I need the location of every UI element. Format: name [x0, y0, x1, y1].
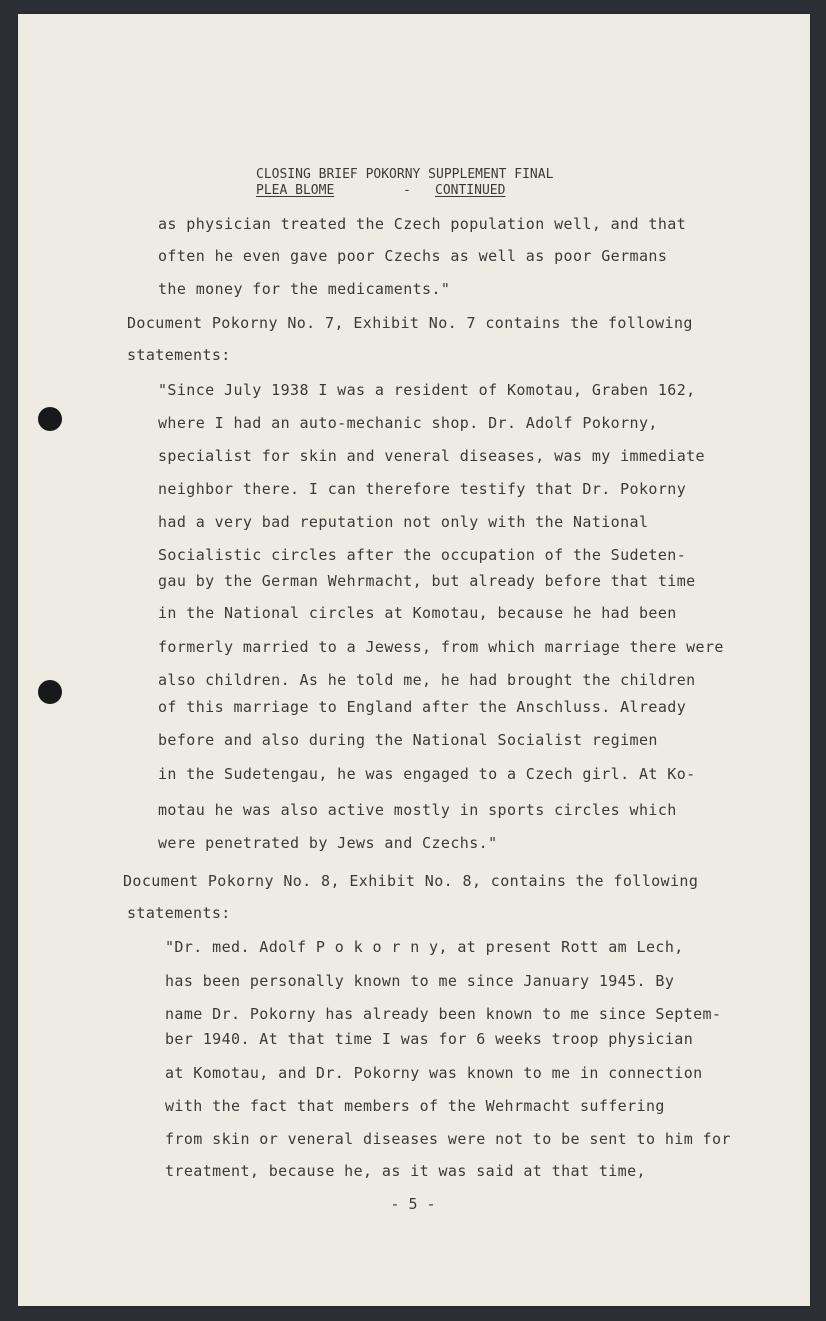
header-continued: CONTINUED [435, 183, 506, 198]
text-line: also children. As he told me, he had brought the children [158, 671, 696, 689]
text-line: gau by the German Wehrmacht, but already before that time [158, 572, 696, 590]
text-line: statements: [127, 904, 231, 922]
header-separator: - [403, 183, 411, 198]
text-line: had a very bad reputation not only with the National [158, 513, 649, 531]
text-line: in the Sudetengau, he was engaged to a Czech girl. At Ko- [158, 765, 696, 783]
text-line: "Since July 1938 I was a resident of Komotau, Graben 162, [158, 381, 696, 399]
text-line: motau he was also active mostly in sports circles which [158, 801, 677, 819]
text-line: Document Pokorny No. 8, Exhibit No. 8, contains the following [123, 872, 699, 890]
text-line: where I had an auto-mechanic shop. Dr. Adolf Pokorny, [158, 414, 658, 432]
text-line: has been personally known to me since January 1945. By [165, 972, 675, 990]
text-line: in the National circles at Komotau, because he had been [158, 604, 677, 622]
text-line: specialist for skin and veneral diseases, was my immediate [158, 447, 705, 465]
page-number: - 5 - [390, 1195, 436, 1213]
text-line: neighbor there. I can therefore testify that Dr. Pokorny [158, 480, 687, 498]
text-line: from skin or veneral diseases were not to be sent to him for [165, 1130, 731, 1148]
punch-hole-bottom [38, 680, 62, 704]
text-line: with the fact that members of the Wehrmacht suffering [165, 1097, 665, 1115]
text-line: often he even gave poor Czechs as well as poor Germans [158, 247, 668, 265]
text-line: formerly married to a Jewess, from which marriage there were [158, 638, 724, 656]
text-line: at Komotau, and Dr. Pokorny was known to me in connection [165, 1064, 703, 1082]
text-line: Document Pokorny No. 7, Exhibit No. 7 contains the following [127, 314, 693, 332]
text-line: as physician treated the Czech population well, and that [158, 215, 687, 233]
punch-hole-top [38, 407, 62, 431]
text-line: the money for the medicaments." [158, 280, 451, 298]
text-line: before and also during the National Socialist regimen [158, 731, 658, 749]
text-line: were penetrated by Jews and Czechs." [158, 834, 498, 852]
text-line: name Dr. Pokorny has already been known to me since Septem- [165, 1005, 722, 1023]
text-line: ber 1940. At that time I was for 6 weeks troop physician [165, 1030, 694, 1048]
text-line: of this marriage to England after the Anschluss. Already [158, 698, 687, 716]
text-line: "Dr. med. Adolf P o k o r n y, at present Rott am Lech, [165, 938, 684, 956]
text-line: Socialistic circles after the occupation of the Sudeten- [158, 546, 687, 564]
header-plea: PLEA BLOME [256, 183, 335, 198]
text-line: statements: [127, 346, 231, 364]
text-line: treatment, because he, as it was said at that time, [165, 1162, 646, 1180]
header-title: CLOSING BRIEF POKORNY SUPPLEMENT FINAL [256, 167, 554, 182]
